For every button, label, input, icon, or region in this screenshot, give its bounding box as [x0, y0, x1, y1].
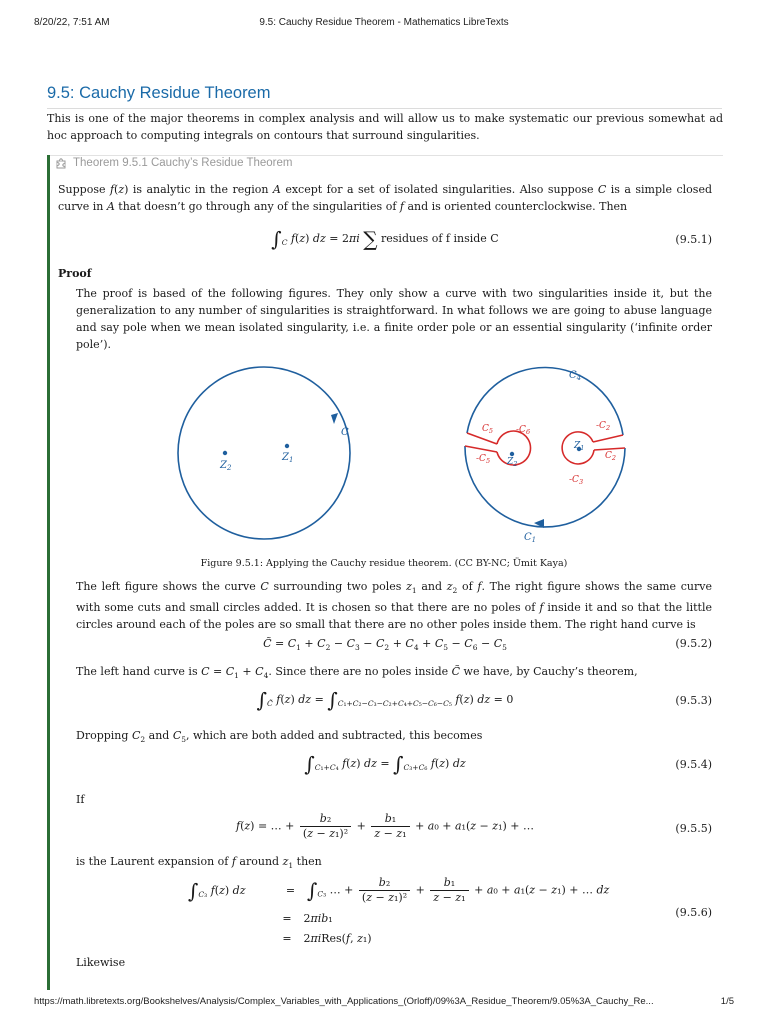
pole-z2-right — [510, 452, 514, 456]
if-text: If — [76, 793, 85, 806]
print-date: 8/20/22, 7:51 AM — [34, 17, 110, 28]
left-label-c: C — [341, 427, 349, 438]
label-c5: $C_5$ — [482, 424, 494, 435]
label-neg-c5: $-C_5$ — [476, 454, 491, 465]
equation-number: (9.5.1) — [675, 233, 712, 246]
page-title: 9.5: Cauchy Residue Theorem — [47, 84, 271, 102]
equation-9-5-1: $\int_C$ f(z) dz = 2πi ∑ residues of f inside C (9.5.1) — [271, 227, 712, 251]
paragraph-left-curve: The left hand curve is $C = C_1 + C_4$. Since there are no poles inside C̃ we have, by Cauchy’s theorem, — [76, 665, 638, 681]
left-label-z1: $Z_1$ — [282, 452, 294, 464]
equation-number: (9.5.6) — [675, 906, 712, 919]
title-divider — [47, 108, 722, 109]
equation-9-5-4: $\int_{C_1+C_4}$ f(z) dz = $\int_{C_3+C_6}$ f(z) dz (9.5.4) — [304, 752, 712, 776]
right-label-z2: $Z_2$ — [507, 457, 518, 468]
pole-z2-left — [223, 451, 227, 455]
label-c2: $C_2$ — [605, 451, 617, 462]
figure-caption: Figure 9.5.1: Applying the Cauchy residue theorem. (CC BY-NC; Ümit Kaya) — [200, 558, 568, 569]
cut-c2 — [594, 448, 625, 450]
right-label-c1: $C_1$ — [524, 532, 537, 544]
pole-z1-left — [285, 444, 289, 448]
equation-9-5-2: C̃ = $C_1 + C_2 - C_3 - C_2 + C_4 + C_5 - C_6 - C_5$ (9.5.2) — [263, 637, 712, 653]
equation-number: (9.5.4) — [675, 758, 712, 771]
equation-number: (9.5.3) — [675, 694, 712, 707]
intro-paragraph: This is one of the major theorems in complex analysis and will allow us to make systematic our previous somewhat ad hoc approach to computing integrals on contours that surround singularities. — [47, 112, 723, 142]
label-neg-c2: $-C_2$ — [596, 421, 611, 432]
theorem-accent-bar — [47, 155, 50, 990]
paragraph-laurent: is the Laurent expansion of f around $z_1$ then — [76, 855, 322, 871]
paragraph-curve-description: The left figure shows the curve C surrounding two poles $z_1$ and $z_2$ of f. The right figure shows the same curve with some cuts and small circles added. It is chosen so that there are no poles of f inside it and so that the little circles around each of the poles are so small that there are no other poles inside them. The right hand curve is — [76, 580, 712, 632]
print-page-title: 9.5: Cauchy Residue Theorem - Mathematics LibreTexts — [259, 17, 509, 28]
left-label-z2: $Z_2$ — [220, 460, 232, 472]
cut-neg-c5 — [465, 446, 497, 452]
equation-9-5-6: $\int_{C_3}$ f(z) dz = $\int_{C_3}$ … + $\frac{\text{b₂}}{\text{(z − z₁)²}}$ + $\frac{\text{b₁}}{\text{z − z₁}}$ + a₀ + a₁(z − z₁) + … dz = 2πib₁ = 2πiRes(f, z₁) (9.5.6) — [188, 876, 712, 945]
print-page-number: 1/5 — [720, 996, 734, 1007]
equation-9-5-5: f(z) = … + $\frac{\text{b₂}}{\text{(z − z₁)²}}$ + $\frac{\text{b₁}}{\text{z − z₁}}$ + a₀ + a₁(z − z₁) + … (9.5.5) — [236, 812, 712, 840]
print-url[interactable]: https://math.libretexts.org/Bookshelves/Analysis/Complex_Variables_with_Applications_(Orloff)/09%3A_Residue_Theorem/9.05%3A_Cauchy_Re... — [34, 996, 654, 1007]
label-neg-c6: $-C_6$ — [516, 425, 531, 436]
equation-number: (9.5.5) — [675, 822, 712, 835]
proof-paragraph: The proof is based of the following figures. They only show a curve with two singularities inside it, but the generalization to any number of singularities is straightforward. In what follows we are going to abuse language and say pole when we mean isolated singularity, i.e. a finite order pole or an essential singularity (‘infinite order pole’). — [76, 287, 712, 351]
right-label-c4: $C_4$ — [569, 370, 582, 382]
equation-9-5-3: $\int_{C̃}$ f(z) dz = $\int_{C_1+C_2-C_3-C_2+C_4+C_5-C_6-C_5}$ f(z) dz = 0 (9.5.3) — [256, 688, 712, 712]
left-contour-arrow — [331, 413, 338, 424]
left-contour-c — [178, 367, 350, 539]
paragraph-dropping: Dropping $C_2$ and $C_5$, which are both added and subtracted, this becomes — [76, 729, 483, 745]
cut-neg-c2 — [593, 435, 623, 442]
likewise-text: Likewise — [76, 956, 126, 969]
right-label-z1: $Z_1$ — [574, 441, 585, 452]
proof-heading: Proof — [58, 267, 92, 280]
puzzle-icon — [56, 157, 68, 169]
equation-number: (9.5.2) — [675, 637, 712, 650]
label-neg-c3: $-C_3$ — [569, 475, 584, 486]
theorem-title — [56, 157, 292, 169]
theorem-title-text: Theorem 9.5.1 Cauchy’s Residue Theorem — [73, 157, 293, 169]
theorem-statement: Suppose f(z) is analytic in the region A except for a set of isolated singularities. Also suppose C is a simple closed curve in A that doesn’t go through any of the singularities of f and is oriented counterclockwise. Then — [58, 183, 713, 213]
residue-figure — [0, 360, 768, 555]
